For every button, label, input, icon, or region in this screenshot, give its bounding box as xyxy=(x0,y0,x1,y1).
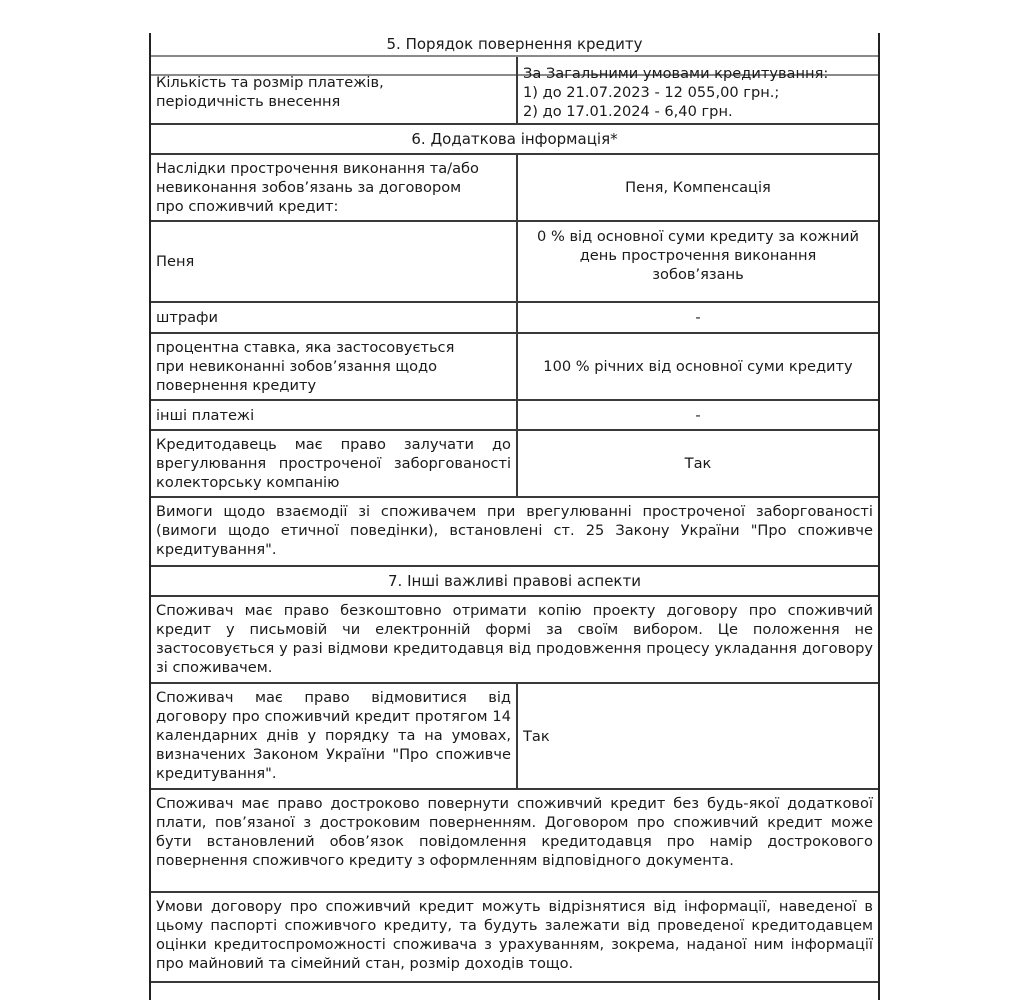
value-line: 1) до 21.07.2023 - 12 055,00 грн.; xyxy=(523,84,780,101)
fines-value: - xyxy=(516,303,878,332)
empty-row xyxy=(151,983,878,1000)
value-line: 0 % від основної суми кредиту за кожний xyxy=(537,228,859,245)
collectors-label: Кредитодавець має право залучати до врегулювання простроченої заборгованості колекторську компанію xyxy=(156,436,511,491)
ethics-row xyxy=(151,498,878,567)
value-line: зобов’язань xyxy=(652,266,744,283)
fines-row xyxy=(151,303,878,334)
terms-differ-text: Умови договору про споживчий кредит можуть відрізнятися від інформації, наведеної в цьому паспорті споживчого кредиту, та будуть залежати від проведеної кредитодавцем оцінки кредитоспроможності споживача з урахуванням, зокрема, наданої ним інформації про майновий та сімейний стан, розмір доходів тощо. xyxy=(156,898,873,972)
value-line: 2) до 17.01.2024 - 6,40 грн. xyxy=(523,103,733,120)
default-interest-row xyxy=(151,334,878,401)
section6-heading-row xyxy=(151,125,878,155)
repayment-value xyxy=(516,57,878,123)
default-interest-value: 100 % річних від основної суми кредиту xyxy=(516,334,878,399)
withdrawal-row xyxy=(151,684,878,790)
early-repayment-row xyxy=(151,790,878,893)
penalty-row xyxy=(151,222,878,303)
collectors-row xyxy=(151,431,878,498)
label-line: Наслідки прострочення виконання та/або xyxy=(156,160,479,177)
other-payments-value: - xyxy=(516,401,878,429)
consequences-row xyxy=(151,155,878,222)
label-line: періодичність внесення xyxy=(156,93,341,110)
default-interest-label xyxy=(151,334,516,399)
other-payments-label: інші платежі xyxy=(156,406,255,424)
value-line: день прострочення виконання xyxy=(579,247,817,264)
ethics-note: Вимоги щодо взаємодії зі споживачем при врегулюванні простроченої заборгованості (вимоги щодо етичної поведінки), встановлені ст. 25 Закону України "Про споживче кредитування". xyxy=(156,503,873,558)
withdrawal-value: Так xyxy=(516,684,878,788)
section6-heading: 6. Додаткова інформація* xyxy=(411,129,618,148)
penalty-value xyxy=(516,222,878,301)
withdrawal-label: Споживач має право відмовитися від договору про споживчий кредит протягом 14 календарних днів у порядку та на умовах, визначених Законом України "Про споживче кредитування". xyxy=(156,689,511,782)
label-line: при невиконанні зобов’язання щодо xyxy=(156,358,438,375)
label-line: Кількість та розмір платежів, xyxy=(156,74,384,91)
credit-passport-page xyxy=(149,33,880,1000)
early-repayment-text: Споживач має право достроково повернути споживчий кредит без будь-якої додаткової плати, пов’язаної з достроковим поверненням. Договором про споживчий кредит може бути встановлений обов’язок повідомлення кредитодавця про намір дострокового повернення споживчого кредиту з оформленням відповідного документа. xyxy=(156,795,873,869)
consequences-value: Пеня, Компенсація xyxy=(516,155,878,220)
section7-heading-row xyxy=(151,567,878,597)
section5-heading: 5. Порядок повернення кредиту xyxy=(386,34,643,53)
copy-right-row xyxy=(151,597,878,684)
penalty-label: Пеня xyxy=(156,253,195,270)
label-line: повернення кредиту xyxy=(156,377,317,394)
repayment-label xyxy=(151,57,516,123)
collectors-value: Так xyxy=(516,431,878,496)
label-line: невиконання зобов’язань за договором xyxy=(156,179,462,196)
value-line: За Загальними умовами кредитування: xyxy=(523,65,829,82)
section7-heading: 7. Інші важливі правові аспекти xyxy=(388,571,641,590)
fines-label: штрафи xyxy=(156,309,219,326)
section5-heading-row xyxy=(151,33,878,57)
consequences-label xyxy=(151,155,516,220)
repayment-row xyxy=(151,57,878,125)
other-payments-row xyxy=(151,401,878,431)
label-line: процентна ставка, яка застосовується xyxy=(156,339,455,356)
terms-differ-row xyxy=(151,893,878,983)
label-line: про споживчий кредит: xyxy=(156,198,339,215)
copy-right-text: Споживач має право безкоштовно отримати копію проекту договору про споживчий кредит у письмовій чи електронній формі за своїм вибором. Це положення не застосовується у разі відмови кредитодавця від продовження процесу укладання договору зі споживачем. xyxy=(156,602,873,676)
